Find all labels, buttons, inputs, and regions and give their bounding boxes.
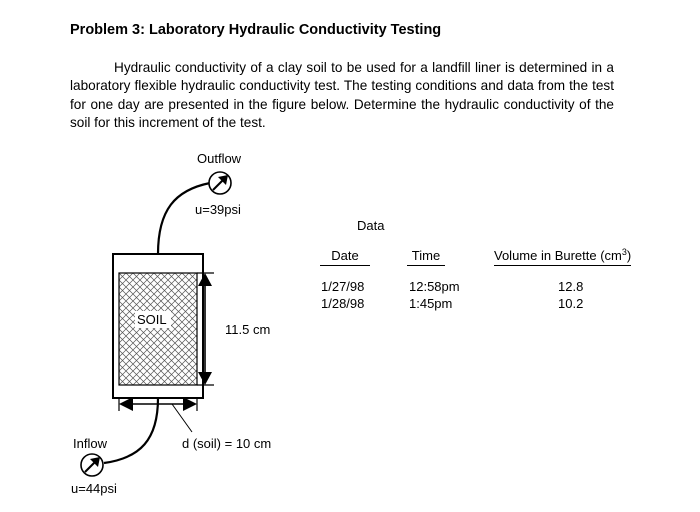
time-column-header: Time xyxy=(407,248,445,266)
diameter-label: d (soil) = 10 cm xyxy=(182,436,272,451)
soil-specimen xyxy=(119,273,197,385)
outflow-gauge-icon xyxy=(209,172,231,194)
table-cell-date: 1/27/98 xyxy=(321,279,365,294)
table-cell-volume: 10.2 xyxy=(558,296,584,311)
date-column-header: Date xyxy=(320,248,370,266)
volume-column-header: Volume in Burette $(cm^3)$ xyxy=(494,248,631,266)
table-cell-date: 1/28/98 xyxy=(321,296,365,311)
table-cell-time: 12:58pm xyxy=(409,279,460,294)
problem-title: Problem 3: Laboratory Hydraulic Conductivity Testing xyxy=(70,22,442,38)
inflow-gauge-icon xyxy=(81,454,103,476)
problem-statement: Hydraulic conductivity of a clay soil to be used for a landfill liner is determined in a laboratory flexible hydraulic conductivity test. The testing conditions and data from the test for one day are presented in the figure below. Determine the hydraulic conductivity of the soil for this increment of the test. xyxy=(70,60,614,130)
height-label: 11.5 cm xyxy=(225,322,271,337)
diameter-leader-line xyxy=(172,404,192,432)
soil-label: SOIL xyxy=(137,312,167,327)
data-table-title: Data xyxy=(357,218,385,233)
inflow-label: Inflow xyxy=(73,436,107,451)
outflow-pressure-label: u=39psi xyxy=(195,202,241,217)
table-cell-time: 1:45pm xyxy=(409,296,453,311)
table-cell-volume: 12.8 xyxy=(558,279,584,294)
outflow-tube xyxy=(158,183,210,254)
inflow-pressure-label: u=44psi xyxy=(71,481,117,496)
outflow-label: Outflow xyxy=(197,151,242,166)
